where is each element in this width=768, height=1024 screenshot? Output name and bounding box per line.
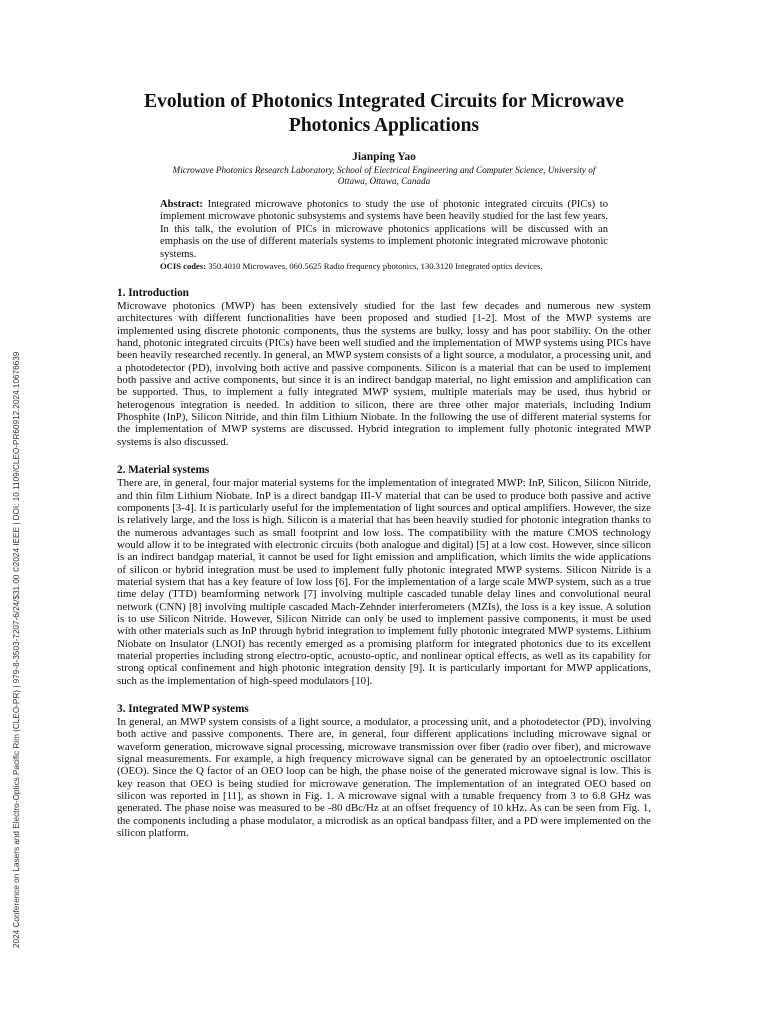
section-integrated-mwp-systems <box>117 703 651 839</box>
section-body: There are, in general, four major material systems for the implementation of integrated MWP: InP, Silicon, Silicon Nitride, and thin film Lithium Niobate. InP is a direct bandgap III-V material that can be used to produce both passive and active components [3-4]. It is particularly useful for the implementation of light sources and optical amplifiers. However, the size is relatively large, and the loss is high. Silicon is a material that has been heavily studied for photonic integration thanks to the numerous advantages such as small footprint and low loss. The compatibility with the mature CMOS technology would allow it to be integrated with electronic circuits (both analogue and digital) [5] at a low cost. However, since silicon is an indirect bandgap material, it cannot be used for light emission and amplification, which limits the wide applications of silicon or hybrid integration must be used to implement fully photonic integrated MWP systems. Silicon Nitride is a material system that has a key feature of low loss [6]. For the implementation of a large scale MWP system, such as a true time delay (TTD) beamforming network [7] involving multiple cascaded tunable delay lines and convolutional neural network (CNN) [8] involving multiple cascaded Mach-Zehnder interferometers (MZIs), the loss is a key issue. A solution is to use Silicon Nitride. However, Silicon Nitride can only be used to implement passive components, it must be used with other materials such as InP through hybrid integration to implement fully photonic integrated MWP systems. Lithium Niobate on Insulator (LNOI) has recently emerged as a promising platform for integrated photonics due to its excellent material properties including strong electro-optic, acousto-optic, and nonlinear optical effects, as well as its capability for strong optical confinement and high photonic integration density [9]. It is particularly important for MWP applications, such as the implementation of high-speed modulators [10]. <box>117 477 651 687</box>
doi-margin-note <box>10 278 24 948</box>
doi-margin-text: 2024 Conference on Lasers and Electro-Optics Pacific Rim (CLEO-PR) | 979-8-3503-7207-6/24/$31.00 ©2024 IEEE | DOI: 10.1109/CLEO-PR60912.2024.10676639 <box>12 351 21 948</box>
ocis-label: OCIS codes: <box>160 261 207 272</box>
paper-title: Evolution of Photonics Integrated Circuits for Microwave Photonics Applications <box>144 91 624 136</box>
abstract-text: Integrated microwave photonics to study the use of photonic integrated circuits (PICs) to implement microwave photonic subsystems and systems have been heavily studied for the last few years. In this talk, the evolution of PICs in microwave photonics applications will be discussed with an emphasis on the use of different materials systems to implement photonic integrated microwave photonic systems. <box>160 199 608 260</box>
section-body: Microwave photonics (MWP) has been extensively studied for the last few decades and numerous new system architectures with different functionalities have been proposed and studied [1-2]. Most of the MWP systems are implemented using discrete photonic components, thus the systems are bulky, lossy and has poor stability. On the other hand, photonic integrated circuits (PICs) have been well studied and the implementation of MWP systems using PICs have been heavily researched recently. In general, an MWP system consists of a light source, a modulator, a processing unit, and a photodetector (PD), involving both active and passive components. Silicon is a material that can be used to implement both passive and active components, but since it is an indirect bandgap material, no light emission and amplification can be supported. Thus, to implement a fully integrated MWP system, multiple materials may be used, thus hybrid or heterogenous integration is needed. In addition to silicon, there are three other major materials, including Indium Phosphite (InP), Silicon Nitride, and thin film Lithium Niobate. In the following the use of different material systems for the implementation of MWP systems are discussed. Hybrid integration to implement fully photonic integrated MWP systems is also discussed. <box>117 300 651 448</box>
section-heading: 2. Material systems <box>117 464 210 477</box>
section-body: In general, an MWP system consists of a light source, a modulator, a processing unit, and a photodetector (PD), involving both active and passive components. There are, in general, four different applications including microwave signal or waveform generation, microwave signal processing, microwave transmission over fiber (radio over fiber), and microwave signal measurements. For example, a high frequency microwave signal can be generated by an optoelectronic oscillator (OEO). Since the Q factor of an OEO loop can be high, the phase noise of the generated microwave signal is low. This is key reason that OEO is being studied for microwave generation. The implementation of an integrated OEO based on silicon was reported in [11], as shown in Fig. 1. A microwave signal with a tunable frequency from 3 to 6.8 GHz was generated. The phase noise was measured to be -80 dBc/Hz at an offset frequency of 10 kHz. As can be seen from Fig. 1, the components including a phase modulator, a microdisk as an optical bandpass filter, and a PD were implemented on the silicon platform. <box>117 716 651 840</box>
section-heading: 3. Integrated MWP systems <box>117 703 249 715</box>
abstract-label: Abstract: <box>160 199 203 210</box>
ocis-text: 350.4010 Microwaves, 060.5625 Radio frequency photonics, 130.3120 Integrated optics devices. <box>206 261 543 272</box>
abstract <box>160 199 608 261</box>
paper-page <box>117 90 651 839</box>
ocis-codes <box>160 261 608 271</box>
section-heading: 1. Introduction <box>117 287 189 300</box>
section-material-systems <box>117 464 651 687</box>
author-name: Jianping Yao <box>352 151 416 163</box>
author-affiliation: Microwave Photonics Research Laboratory, School of Electrical Engineering and Computer Science, University of Ottawa, Ottawa, Canada <box>172 165 596 186</box>
section-introduction <box>117 287 651 448</box>
